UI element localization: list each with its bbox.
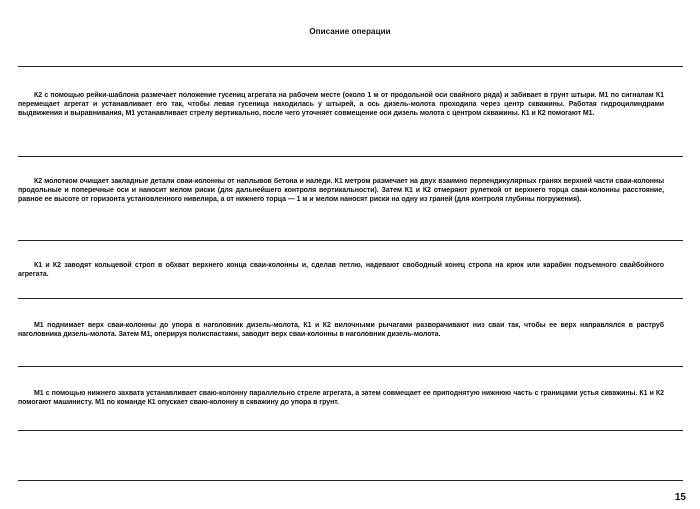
divider-3: [18, 298, 683, 299]
operation-description-5: М1 с помощью нижнего захвата устанавливает сваю-колонну параллельно стреле агрегата, а затем совмещает ее приподнятую нижнюю часть с границами устья скважины. К1 и К2 помогают машинисту. М1 по команде К1 опускает сваю-колонну в скважину до упора в грунт.: [18, 390, 664, 406]
divider-4: [18, 366, 683, 367]
operation-description-3: К1 и К2 заводят кольцевой строп в обхват верхнего конца сваи-колонны и, сделав петлю, надевают свободный конец стропа на крюк или карабин подъемного свайбойного агрегата.: [18, 262, 664, 278]
divider-6: [18, 480, 683, 481]
divider-2: [18, 240, 683, 241]
header-divider: [18, 66, 683, 67]
divider-1: [18, 156, 683, 157]
page-title: Описание операции: [309, 27, 391, 36]
divider-5: [18, 430, 683, 431]
page-number: 15: [674, 492, 686, 503]
operation-description-4: М1 поднимает верх сваи-колонны до упора в наголовник дизель-молота, К1 и К2 вилочными рычагами разворачивают низ сваи так, чтобы ее верх направлялся в раструб наголовника дизель-молота. Затем М1, оперируя полиспастами, заводит верх сваи-колонны в наголовник дизель-молота.: [18, 322, 664, 338]
operation-description-2: К2 молотком очищает закладные детали сваи-колонны от наплывов бетона и наледи. К1 метром размечает на двух взаимно перпендикулярных гранях верхней части сваи-колонны продольные и поперечные оси и наносит мелом риски (для дальнейшего контроля вертикальности). Затем К1 и К2 отмеряют рулеткой от верхнего торца сваи-колонны расстояние, равное ее высоте от горизонта установленного нивелира, а от нижнего торца — 1 м и мелом наносят риски на одну из граней (для контроля глубины погружения).: [18, 178, 664, 203]
operation-description-1: К2 с помощью рейки-шаблона размечает положение гусениц агрегата на рабочем месте (около 1 м от продольной оси свайного ряда) и забивает в грунт штыри. М1 по сигналам К1 перемещает агрегат и устанавливает его так, чтобы левая гусеница находилась у штырей, а ось дизель-молота проходила через центр скважины. Работая гидроцилиндрами выдвижения и выравнивания, М1 устанавливает стрелу вертикально, после чего уточняет совмещение оси дизель молота с центром скважины. К1 и К2 помогают М1.: [18, 92, 664, 117]
